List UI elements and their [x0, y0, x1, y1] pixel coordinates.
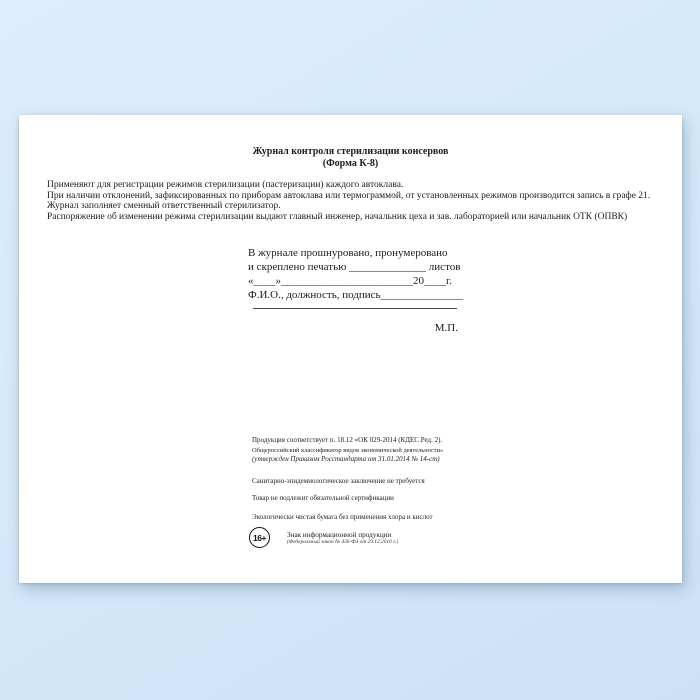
age-16-icon	[249, 527, 270, 548]
form-number: (Форма К-8)	[322, 157, 379, 169]
age-rating-row	[249, 527, 398, 548]
compliance-line-2: Общероссийский классификатор видов экономической деятельности»	[252, 446, 444, 454]
document-page	[19, 115, 682, 583]
document-title-block	[19, 146, 682, 169]
compliance-line-3: (утвержден Приказом Росстандарта от 31.01.2014 № 14-ст)	[252, 455, 440, 463]
stamp-place-label: М.П.	[434, 322, 458, 334]
page-title: Журнал контроля стерилизации консервов	[252, 146, 449, 157]
binding-line-4: Ф.И.О., должность, подпись_______________	[248, 289, 464, 301]
age-16-label: 16+	[253, 532, 266, 543]
signature-rule	[253, 308, 457, 309]
binding-line-3: «____»________________________20____г.	[248, 275, 453, 287]
compliance-line-1: Продукция соответствует п. 18.12 «ОК 029-2014 (КДЕС Ред. 2).	[252, 436, 443, 444]
eco-note: Экологически чистая бумага без применения хлора и кислот	[252, 512, 433, 521]
intro-line-1: Применяют для регистрации режимов стерилизации (пастеризации) каждого автоклава.	[47, 180, 404, 190]
binding-statement	[248, 246, 464, 302]
intro-line-3: Журнал заполняет сменный ответственный стерилизатор.	[47, 201, 281, 212]
intro-paragraph	[47, 180, 650, 223]
info-product-text	[287, 531, 398, 546]
sanitary-note: Санитарно-эпидемиологическое заключение не требуется	[252, 476, 425, 485]
info-sign-label: Знак информационной продукции	[287, 531, 392, 539]
binding-line-1: В журнале прошнуровано, пронумеровано	[248, 247, 448, 259]
certification-note: Товар не подлежит обязательной сертификации	[252, 493, 394, 502]
certification-block	[252, 436, 443, 521]
binding-line-2: и скреплено печатью ______________ листов	[248, 261, 461, 273]
law-note: (Федеральный закон № 436-ФЗ от 29.12.2010 г.)	[287, 539, 399, 545]
intro-line-4: Распоряжение об изменении режима стерилизации выдают главный инженер, начальник цеха и зав. лабораторией или начальник ОТК (ОПВК)	[47, 212, 628, 223]
intro-line-2: При наличии отклонений, зафиксированных по приборам автоклава или термограммой, от установленных режимов производится запись в графе 21.	[47, 190, 651, 201]
